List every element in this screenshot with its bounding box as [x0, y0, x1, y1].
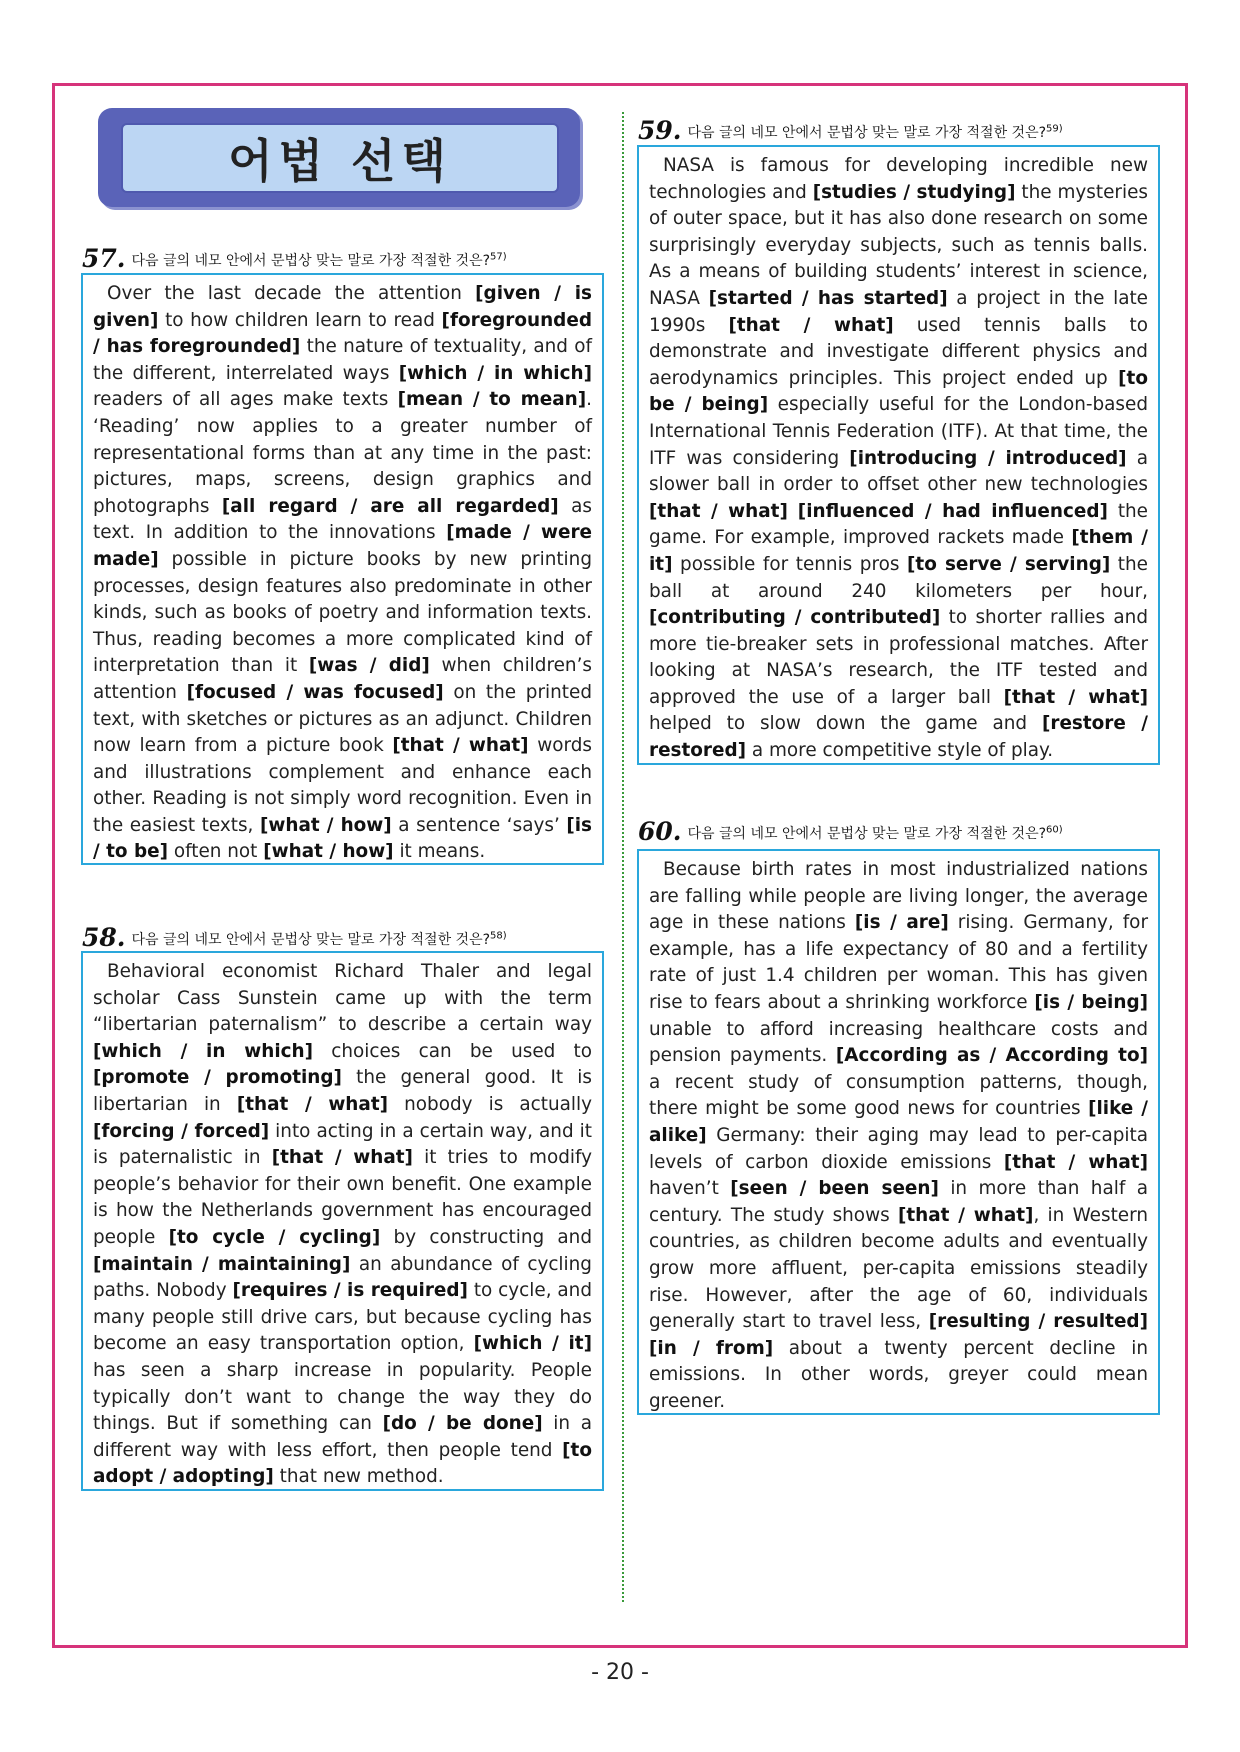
passage-text-58: [93, 961, 592, 1487]
grammar-choice: [was / did]: [308, 655, 430, 677]
grammar-choice: [that / what]: [1003, 1151, 1149, 1173]
question-passage-box-59: [637, 145, 1160, 765]
grammar-choice: [is / are]: [854, 912, 949, 934]
grammar-choice: [mean / to mean]: [397, 389, 587, 411]
passage-segment: in more than half a century. The study shows: [649, 1178, 1148, 1226]
question-header-60: [638, 817, 1063, 846]
grammar-choice: [promote / promoting]: [93, 1067, 342, 1089]
passage-segment: into acting in a certain way, and it is paternalistic in: [93, 1120, 592, 1169]
question-number: 59.: [638, 116, 682, 145]
question-number: 57.: [82, 244, 126, 273]
footnote-ref: 57): [490, 251, 507, 263]
passage-segment: an abundance of cycling paths. Nobody: [93, 1253, 592, 1302]
passage-segment: words and illustrations complement and enhance each other. Reading is not simply word recognition. Even in the easiest texts,: [93, 735, 592, 836]
passage-segment: NASA is famous for developing incredible new technologies and: [649, 155, 1148, 203]
grammar-choice: [to serve / serving]: [907, 553, 1111, 575]
passage-segment: to shorter rallies and more tie-breaker sets in professional matches. After looking at NASA’s research, the ITF tested and approved the use of a larger ball: [649, 607, 1148, 708]
passage-segment: in a different way with less effort, then people tend: [93, 1413, 592, 1461]
grammar-choice: [to be / being]: [649, 367, 1148, 416]
grammar-choice: [maintain / maintaining]: [93, 1253, 351, 1275]
question-header-57: [82, 244, 507, 273]
grammar-choice: [is / to be]: [93, 814, 592, 863]
grammar-choice: [them / it]: [649, 527, 1148, 575]
grammar-choice: [is / being]: [1034, 991, 1149, 1013]
passage-segment: a project in the late 1990s: [649, 287, 1148, 336]
passage-segment: unable to afford increasing healthcare costs and pension payments.: [649, 1018, 1148, 1067]
grammar-choice: [foregrounded / has foregrounded]: [93, 309, 592, 358]
passage-segment: [788, 501, 798, 522]
footnote-ref: 58): [490, 930, 507, 942]
grammar-choice: [requires / is required]: [232, 1280, 468, 1302]
grammar-choice: [seen / been seen]: [730, 1178, 939, 1200]
question-instruction: 다음 글의 네모 안에서 문법상 맞는 말로 가장 적절한 것은?: [687, 826, 1047, 842]
passage-segment: the nature of textuality, and of the different, interrelated ways: [93, 336, 592, 384]
grammar-choice: [that / what]: [271, 1147, 413, 1169]
grammar-choice: [that / what]: [236, 1093, 389, 1115]
grammar-choice: [given / is given]: [93, 283, 592, 331]
passage-segment: readers of all ages make texts: [93, 389, 398, 411]
question-instruction: 다음 글의 네모 안에서 문법상 맞는 말로 가장 적절한 것은?: [131, 253, 491, 269]
passage-segment: choices can be used to: [313, 1040, 592, 1062]
grammar-choice: [studies / studying]: [812, 181, 1016, 203]
grammar-choice: [that / what]: [728, 314, 894, 336]
grammar-choice: [contributing / contributed]: [649, 607, 941, 629]
grammar-choice: [that / what]: [392, 735, 529, 757]
passage-segment: . ‘Reading’ now applies to a greater number of representational forms than at any time in the past: pictures, maps, screens, design graphics and photographs: [93, 389, 592, 517]
grammar-choice: [resulting / resulted]: [928, 1311, 1149, 1333]
grammar-choice: [that / what]: [897, 1204, 1034, 1226]
grammar-choice: [focused / was focused]: [186, 681, 444, 703]
passage-segment: a more competitive style of play.: [746, 740, 1054, 762]
passage-segment: helped to slow down the game and: [649, 713, 1042, 735]
page-number: - 20 -: [591, 1660, 649, 1685]
passage-segment: to cycle, and many people still drive cars, but because cycling has become an easy transportation option,: [93, 1280, 593, 1355]
footnote-ref: 60): [1046, 824, 1063, 836]
passage-segment: nobody is actually: [388, 1093, 592, 1115]
passage-segment: a slower ball in order to offset other new technologies: [649, 447, 1148, 496]
passage-segment: that new method.: [273, 1466, 444, 1488]
passage-segment: , in Western countries, as children become adults and eventually grow more affluent, per-capita emissions steadily rise. However, after the age of 60, individuals generally start to travel less,: [649, 1204, 1148, 1333]
question-number: 60.: [638, 817, 682, 846]
grammar-choice: [do / be done]: [382, 1413, 543, 1435]
grammar-choice: [which / it]: [473, 1333, 592, 1355]
question-passage-box-60: [637, 849, 1160, 1415]
question-instruction: 다음 글의 네모 안에서 문법상 맞는 말로 가장 적절한 것은?: [131, 932, 491, 948]
passage-segment: a recent study of consumption patterns, though, there might be some good news for countries: [649, 1071, 1148, 1120]
grammar-choice: [to adopt / adopting]: [93, 1439, 592, 1488]
passage-segment: about a twenty percent decline in emissions. In other words, greyer could mean greener.: [649, 1337, 1148, 1412]
grammar-choice: [all regard / are all regarded]: [221, 495, 559, 517]
passage-segment: it means.: [393, 841, 486, 863]
question-passage-box-57: [81, 273, 604, 865]
question-instruction: 다음 글의 네모 안에서 문법상 맞는 말로 가장 적절한 것은?: [687, 125, 1047, 141]
passage-segment: especially useful for the London-based International Tennis Federation (ITF). At that time, the ITF was considering: [649, 394, 1148, 469]
passage-segment: haven’t: [649, 1178, 731, 1200]
title-banner-inner: [121, 123, 559, 193]
grammar-choice: [influenced / had influenced]: [797, 500, 1108, 522]
grammar-choice: [in / from]: [649, 1337, 774, 1359]
grammar-choice: [like / alike]: [649, 1098, 1149, 1146]
column-divider: [622, 112, 624, 1602]
grammar-choice: [restore / restored]: [649, 713, 1149, 762]
grammar-choice: [which / in which]: [93, 1040, 314, 1062]
passage-segment: Behavioral economist Richard Thaler and legal scholar Cass Sunstein came up with the term “libertarian paternalism” to describe a certain way: [93, 961, 592, 1036]
passage-segment: it tries to modify people’s behavior for their own benefit. One example is how the Netherlands government has encouraged people: [93, 1147, 593, 1248]
passage-segment: by constructing and: [380, 1226, 593, 1248]
passage-segment: a sentence ‘says’: [391, 814, 567, 836]
passage-segment: Because birth rates in most industrialized nations are falling while people are living longer, the average age in these nations: [649, 859, 1148, 934]
grammar-choice: [According as / According to]: [835, 1045, 1148, 1067]
passage-segment: the ball at around 240 kilometers per hour,: [649, 553, 1148, 602]
passage-segment: the mysteries of outer space, but it has also done research on some surprisingly everyday subjects, such as tennis balls. As a means of building students’ interest in science, NASA: [649, 181, 1148, 309]
footnote-ref: 59): [1046, 123, 1063, 135]
passage-segment: rising. Germany, for example, has a life expectancy of 80 and a fertility rate of just 1.4 children per woman. This has given rise to fears about a shrinking workforce: [649, 912, 1148, 1013]
grammar-choice: [that / what]: [1003, 686, 1148, 708]
grammar-choice: [made / were made]: [93, 522, 592, 570]
question-passage-box-58: [81, 951, 604, 1491]
passage-segment: used tennis balls to demonstrate and investigate different physics and aerodynamics principles. This project ended up: [649, 314, 1149, 389]
passage-segment: often not: [168, 841, 264, 863]
grammar-choice: [what / how]: [259, 814, 392, 836]
question-number: 58.: [82, 923, 126, 952]
passage-segment: on the printed text, with sketches or pictures as an adjunct. Children now learn from a picture book: [93, 681, 592, 757]
passage-text-57: [93, 283, 592, 862]
passage-segment: as text. In addition to the innovations: [93, 495, 593, 544]
section-title: 어법 선택: [228, 134, 452, 188]
passage-segment: possible for tennis pros: [672, 553, 908, 575]
grammar-choice: [forcing / forced]: [93, 1120, 270, 1142]
grammar-choice: [introducing / introduced]: [849, 447, 1127, 469]
passage-segment: Over the last decade the attention: [107, 283, 476, 304]
passage-segment: has seen a sharp increase in popularity. People typically don’t want to change the way they do things. But if something can: [93, 1359, 592, 1435]
passage-segment: the game. For example, improved rackets made: [649, 500, 1148, 549]
passage-text-59: [649, 155, 1148, 761]
grammar-choice: [to cycle / cycling]: [168, 1226, 381, 1248]
passage-segment: the general good. It is libertarian in: [93, 1067, 592, 1115]
passage-segment: to how children learn to read: [158, 309, 442, 331]
passage-segment: possible in picture books by new printing processes, design features also predominate in other kinds, such as books of poetry and information texts. Thus, reading becomes a more complicated kind of interpretation than it: [93, 548, 592, 677]
grammar-choice: [which / in which]: [398, 362, 592, 384]
grammar-choice: [what / how]: [263, 841, 394, 863]
question-header-59: [638, 116, 1063, 145]
question-header-58: [82, 923, 507, 952]
passage-text-60: [649, 859, 1148, 1412]
grammar-choice: [that / what]: [649, 500, 788, 522]
grammar-choice: [started / has started]: [708, 287, 948, 309]
passage-segment: when children’s attention: [93, 655, 593, 703]
passage-segment: Germany: their aging may lead to per-capita levels of carbon dioxide emissions: [649, 1124, 1148, 1173]
